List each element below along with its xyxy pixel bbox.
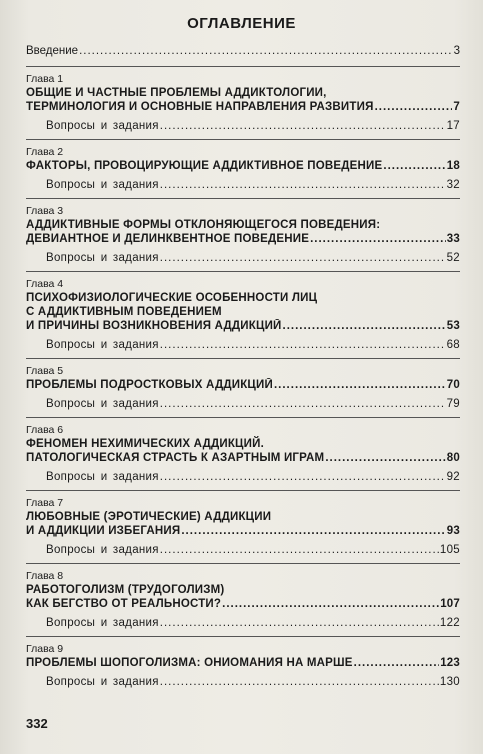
chapter-section xyxy=(26,490,460,563)
chapter-title-row xyxy=(26,524,460,538)
chapter-title-line: ПРОБЛЕМЫ ПОДРОСТКОВЫХ АДДИКЦИЙ xyxy=(26,379,273,391)
chapter-title-line: С АДДИКТИВНЫМ ПОВЕДЕНИЕМ xyxy=(26,306,222,318)
chapter-title-row xyxy=(26,378,460,392)
questions-page: 68 xyxy=(446,339,460,351)
chapter-title-line: ТЕРМИНОЛОГИЯ И ОСНОВНЫЕ НАПРАВЛЕНИЯ РАЗВИТИЯ xyxy=(26,101,374,113)
questions-page: 92 xyxy=(446,471,460,483)
questions-page: 52 xyxy=(446,252,460,264)
questions-entry xyxy=(26,543,460,557)
page-title: ОГЛАВЛЕНИЕ xyxy=(187,15,296,32)
leader-dots xyxy=(383,159,445,173)
chapter-title xyxy=(26,583,460,611)
chapter-label: Глава 7 xyxy=(26,497,64,509)
leader-dots xyxy=(160,616,439,630)
chapter-title-row xyxy=(26,656,460,670)
chapter-title-line: КАК БЕГСТВО ОТ РЕАЛЬНОСТИ? xyxy=(26,598,222,610)
questions-entry xyxy=(26,251,460,265)
table-of-contents xyxy=(26,44,460,695)
chapter-title-line: ПРОБЛЕМЫ ШОПОГОЛИЗМА: ОНИОМАНИЯ НА МАРШЕ xyxy=(26,657,353,669)
leader-dots xyxy=(160,119,446,133)
chapter-label: Глава 9 xyxy=(26,643,64,655)
chapter-page: 80 xyxy=(446,452,460,464)
leader-dots xyxy=(325,451,445,465)
leader-dots xyxy=(310,232,446,246)
chapter-title xyxy=(26,86,460,114)
questions-entry xyxy=(26,119,460,133)
chapter-title xyxy=(26,291,460,333)
leader-dots xyxy=(160,178,446,192)
chapter-title-line: ПАТОЛОГИЧЕСКАЯ СТРАСТЬ К АЗАРТНЫМ ИГРАМ xyxy=(26,452,325,464)
chapter-page: 53 xyxy=(446,320,460,332)
questions-page: 32 xyxy=(446,179,460,191)
chapter-label: Глава 8 xyxy=(26,570,64,582)
chapter-title-line: АДДИКТИВНЫЕ ФОРМЫ ОТКЛОНЯЮЩЕГОСЯ ПОВЕДЕНИЯ: xyxy=(26,219,381,231)
chapter-section xyxy=(26,636,460,695)
chapter-section xyxy=(26,358,460,417)
chapter-title-line: И ПРИЧИНЫ ВОЗНИКНОВЕНИЯ АДДИКЦИЙ xyxy=(26,320,282,332)
leader-dots xyxy=(79,44,453,58)
chapter-page: 18 xyxy=(446,160,460,172)
leader-dots xyxy=(160,470,446,484)
chapter-page: 70 xyxy=(446,379,460,391)
leader-dots xyxy=(222,597,439,611)
chapter-title-line: ОБЩИЕ И ЧАСТНЫЕ ПРОБЛЕМЫ АДДИКТОЛОГИИ, xyxy=(26,87,327,99)
chapter-section xyxy=(26,271,460,358)
chapter-title-line: ФАКТОРЫ, ПРОВОЦИРУЮЩИЕ АДДИКТИВНОЕ ПОВЕДЕНИЕ xyxy=(26,160,383,172)
chapter-title-row xyxy=(26,232,460,246)
leader-dots xyxy=(181,524,445,538)
chapter-page: 107 xyxy=(440,598,460,610)
chapter-title-line: И АДДИКЦИИ ИЗБЕГАНИЯ xyxy=(26,525,181,537)
chapter-title xyxy=(26,159,460,173)
questions-label: Вопросы и задания xyxy=(46,676,159,688)
questions-entry xyxy=(26,470,460,484)
chapter-section xyxy=(26,563,460,636)
toc-entry-label: Введение xyxy=(26,45,79,57)
chapter-section xyxy=(26,66,460,139)
chapter-title-row xyxy=(26,319,460,333)
questions-page: 105 xyxy=(439,544,460,556)
chapter-title xyxy=(26,656,460,670)
chapter-page: 93 xyxy=(446,525,460,537)
questions-label: Вопросы и задания xyxy=(46,179,159,191)
leader-dots xyxy=(160,543,439,557)
chapter-page: 33 xyxy=(446,233,460,245)
chapter-title xyxy=(26,437,460,465)
questions-entry xyxy=(26,616,460,630)
questions-page: 17 xyxy=(446,120,460,132)
leader-dots xyxy=(274,378,446,392)
chapter-list xyxy=(26,66,460,695)
questions-entry xyxy=(26,397,460,411)
questions-label: Вопросы и задания xyxy=(46,398,159,410)
toc-entry-intro xyxy=(26,44,460,58)
questions-label: Вопросы и задания xyxy=(46,339,159,351)
chapter-title-line: ПСИХОФИЗИОЛОГИЧЕСКИЕ ОСОБЕННОСТИ ЛИЦ xyxy=(26,292,318,304)
chapter-label: Глава 5 xyxy=(26,365,64,377)
leader-dots xyxy=(160,675,439,689)
chapter-title-row xyxy=(26,597,460,611)
chapter-page: 123 xyxy=(440,657,460,669)
chapter-title-row xyxy=(26,100,460,114)
questions-label: Вопросы и задания xyxy=(46,617,159,629)
chapter-label: Глава 6 xyxy=(26,424,64,436)
questions-label: Вопросы и задания xyxy=(46,544,159,556)
chapter-title-line: ЛЮБОВНЫЕ (ЭРОТИЧЕСКИЕ) АДДИКЦИИ xyxy=(26,511,272,523)
chapter-section xyxy=(26,417,460,490)
questions-page: 130 xyxy=(439,676,460,688)
chapter-label: Глава 4 xyxy=(26,278,64,290)
chapter-title xyxy=(26,510,460,538)
toc-entry-page: 3 xyxy=(453,45,460,57)
questions-entry xyxy=(26,178,460,192)
chapter-section xyxy=(26,139,460,198)
leader-dots xyxy=(354,656,440,670)
chapter-title-row xyxy=(26,159,460,173)
questions-label: Вопросы и задания xyxy=(46,120,159,132)
chapter-title-row xyxy=(26,451,460,465)
questions-page: 122 xyxy=(439,617,460,629)
questions-entry xyxy=(26,338,460,352)
leader-dots xyxy=(160,251,446,265)
chapter-label: Глава 1 xyxy=(26,73,64,85)
page-number: 332 xyxy=(26,716,48,731)
leader-dots xyxy=(160,397,446,411)
chapter-section xyxy=(26,198,460,271)
leader-dots xyxy=(160,338,446,352)
chapter-label: Глава 2 xyxy=(26,146,64,158)
chapter-title xyxy=(26,218,460,246)
questions-label: Вопросы и задания xyxy=(46,471,159,483)
leader-dots xyxy=(375,100,453,114)
chapter-title xyxy=(26,378,460,392)
questions-page: 79 xyxy=(446,398,460,410)
chapter-title-line: РАБОТОГОЛИЗМ (ТРУДОГОЛИЗМ) xyxy=(26,584,225,596)
questions-label: Вопросы и задания xyxy=(46,252,159,264)
questions-entry xyxy=(26,675,460,689)
leader-dots xyxy=(283,319,446,333)
chapter-title-line: ДЕВИАНТНОЕ И ДЕЛИНКВЕНТНОЕ ПОВЕДЕНИЕ xyxy=(26,233,310,245)
chapter-title-line: ФЕНОМЕН НЕХИМИЧЕСКИХ АДДИКЦИЙ. xyxy=(26,438,264,450)
chapter-page: 7 xyxy=(453,101,460,113)
chapter-label: Глава 3 xyxy=(26,205,64,217)
